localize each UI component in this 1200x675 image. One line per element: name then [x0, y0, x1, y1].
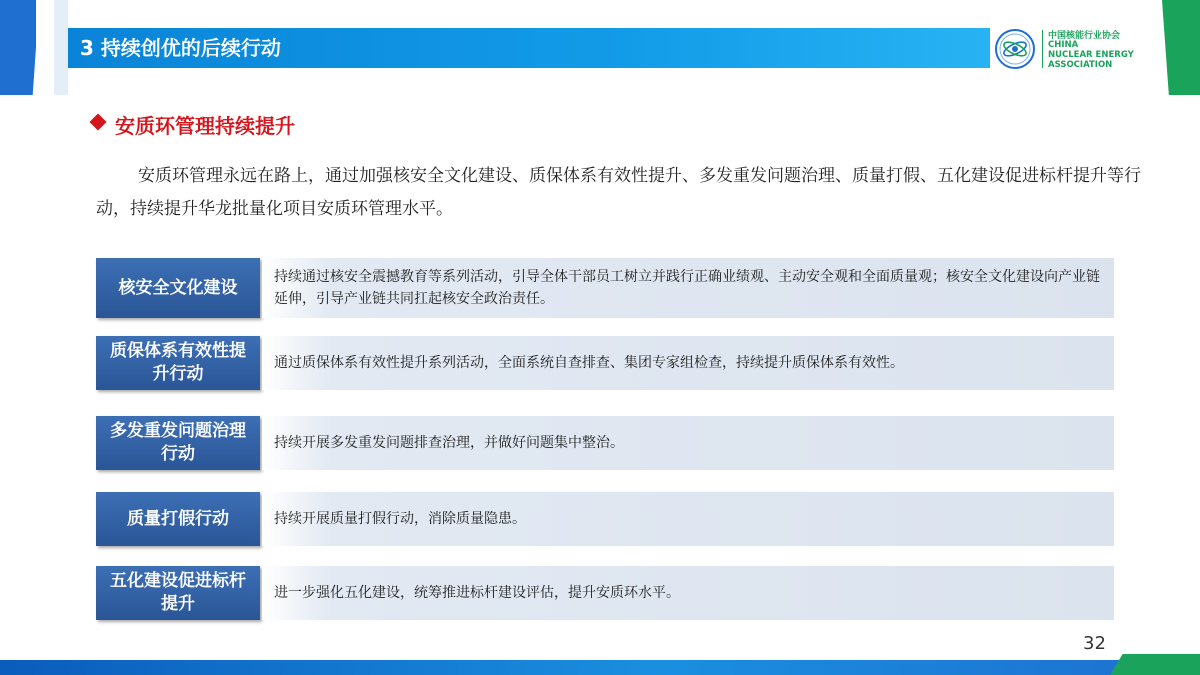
action-label: 核安全文化建设 [96, 258, 260, 318]
action-label: 质保体系有效性提升行动 [96, 336, 260, 390]
action-description: 持续通过核安全震撼教育等系列活动，引导全体干部员工树立并践行正确业绩观、主动安全观和全面质量观；核安全文化建设向产业链延伸，引导产业链共同扛起核安全政治责任。 [262, 258, 1114, 318]
action-description: 进一步强化五化建设，统筹推进标杆建设评估，提升安质环水平。 [262, 566, 1114, 620]
logo-english-line: NUCLEAR ENERGY [1048, 50, 1134, 60]
header-left-accent [0, 0, 36, 95]
logo-english-line: CHINA [1048, 40, 1079, 50]
section-title: 安质环管理持续提升 [115, 114, 295, 138]
logo-divider [1042, 30, 1043, 68]
slide-title: 3 持续创优的后续行动 [80, 36, 281, 60]
action-row [96, 258, 1114, 318]
logo-english-name [1048, 40, 1134, 70]
action-row [96, 492, 1114, 546]
action-label: 五化建设促进标杆提升 [96, 566, 260, 620]
action-row [96, 416, 1114, 470]
action-row [96, 336, 1114, 390]
logo-english-line: ASSOCIATION [1048, 60, 1113, 70]
action-row [96, 566, 1114, 620]
logo-chinese-name: 中国核能行业协会 [1048, 31, 1121, 41]
intro-paragraph: 安质环管理永远在路上，通过加强核安全文化建设、质保体系有效性提升、多发重发问题治理、质量打假、五化建设促进标杆提升等行动，持续提升华龙批量化项目安质环管理水平。 [96, 166, 1141, 219]
action-description: 通过质保体系有效性提升系列活动，全面系统自查排查、集团专家组检查，持续提升质保体系有效性。 [262, 336, 1114, 390]
action-label: 质量打假行动 [96, 492, 260, 546]
footer-band [0, 660, 1200, 675]
action-description: 持续开展质量打假行动，消除质量隐患。 [262, 492, 1114, 546]
association-emblem-icon [994, 28, 1036, 70]
header-left-light-stripe [54, 0, 68, 95]
action-description: 持续开展多发重发问题排查治理，并做好问题集中整治。 [262, 416, 1114, 470]
action-label: 多发重发问题治理行动 [96, 416, 260, 470]
page-number: 32 [1083, 633, 1106, 654]
footer-green-accent [1110, 654, 1200, 675]
red-diamond-icon [90, 114, 107, 131]
